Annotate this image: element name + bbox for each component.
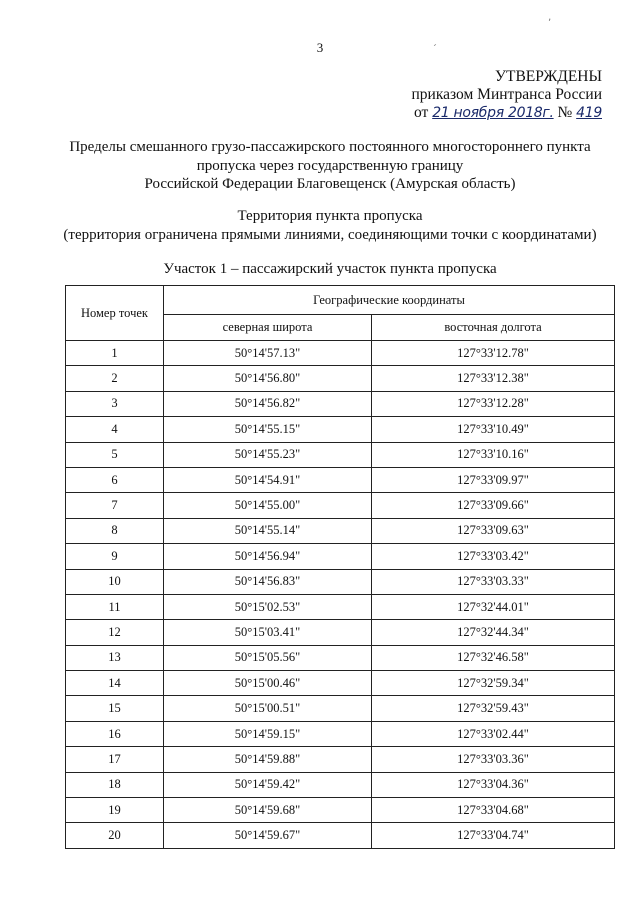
header-geo-coordinates: Географические координаты	[164, 286, 615, 315]
point-number-cell: 16	[66, 721, 164, 746]
latitude-cell: 50°14'56.94"	[164, 544, 372, 569]
header-point-number: Номер точек	[66, 286, 164, 341]
table-row	[66, 671, 615, 696]
coordinates-table	[65, 285, 615, 849]
table-row	[66, 366, 615, 391]
point-number-cell: 4	[66, 417, 164, 442]
longitude-cell: 127°32'59.34"	[372, 671, 615, 696]
latitude-cell: 50°15'05.56"	[164, 645, 372, 670]
title-line-1: Пределы смешанного грузо-пассажирского постоянного многостороннего пункта	[69, 139, 591, 155]
handwritten-number: 419	[576, 105, 602, 121]
table-row	[66, 442, 615, 467]
title-line-2: пропуска через государственную границу	[196, 157, 464, 174]
header-longitude: восточная долгота	[372, 315, 615, 341]
point-number-cell: 10	[66, 569, 164, 594]
longitude-cell: 127°33'03.33"	[372, 569, 615, 594]
latitude-cell: 50°14'55.14"	[164, 518, 372, 543]
point-number-cell: 15	[66, 696, 164, 721]
title-line-3: Российской Федерации Благовещенск (Амурская область)	[144, 176, 516, 192]
latitude-cell: 50°14'59.42"	[164, 772, 372, 797]
longitude-cell: 127°33'10.49"	[372, 417, 615, 442]
approval-number-label: №	[557, 104, 573, 121]
point-number-cell: 11	[66, 594, 164, 619]
latitude-cell: 50°14'59.88"	[164, 747, 372, 772]
latitude-cell: 50°15'00.46"	[164, 671, 372, 696]
point-number-cell: 20	[66, 823, 164, 848]
point-number-cell: 18	[66, 772, 164, 797]
page-number: 3	[316, 40, 324, 55]
approval-date-line	[412, 104, 603, 122]
longitude-cell: 127°33'04.74"	[372, 823, 615, 848]
latitude-cell: 50°14'56.82"	[164, 391, 372, 416]
section-title: Участок 1 – пассажирский участок пункта пропуска	[163, 261, 497, 277]
point-number-cell: 17	[66, 747, 164, 772]
subtitle-line-1: Территория пункта пропуска	[237, 208, 423, 224]
point-number-cell: 14	[66, 671, 164, 696]
longitude-cell: 127°33'09.66"	[372, 493, 615, 518]
latitude-cell: 50°14'59.67"	[164, 823, 372, 848]
point-number-cell: 3	[66, 391, 164, 416]
longitude-cell: 127°32'44.01"	[372, 594, 615, 619]
point-number-cell: 13	[66, 645, 164, 670]
longitude-cell: 127°33'12.78"	[372, 341, 615, 366]
table-row	[66, 518, 615, 543]
point-number-cell: 12	[66, 620, 164, 645]
latitude-cell: 50°15'03.41"	[164, 620, 372, 645]
table-row	[66, 823, 615, 848]
longitude-cell: 127°33'09.97"	[372, 467, 615, 492]
latitude-cell: 50°14'57.13"	[164, 341, 372, 366]
point-number-cell: 7	[66, 493, 164, 518]
longitude-cell: 127°33'09.63"	[372, 518, 615, 543]
approval-stamp-block	[412, 68, 603, 122]
latitude-cell: 50°14'54.91"	[164, 467, 372, 492]
table-row	[66, 467, 615, 492]
handwritten-date: 21 ноября 2018г.	[432, 105, 554, 121]
header-latitude: северная широта	[164, 315, 372, 341]
table-row	[66, 594, 615, 619]
longitude-cell: 127°33'12.38"	[372, 366, 615, 391]
scan-speck: ´	[432, 44, 437, 55]
table-body	[66, 341, 615, 849]
longitude-cell: 127°33'02.44"	[372, 721, 615, 746]
table-row	[66, 721, 615, 746]
table-row	[66, 569, 615, 594]
approval-from-label: от	[413, 104, 429, 121]
latitude-cell: 50°14'56.83"	[164, 569, 372, 594]
latitude-cell: 50°15'02.53"	[164, 594, 372, 619]
latitude-cell: 50°15'00.51"	[164, 696, 372, 721]
approval-order-line: приказом Минтранса России	[411, 86, 602, 103]
table-row	[66, 544, 615, 569]
table-row	[66, 772, 615, 797]
point-number-cell: 2	[66, 366, 164, 391]
longitude-cell: 127°33'04.68"	[372, 798, 615, 823]
document-subtitle	[30, 207, 630, 244]
table-row	[66, 341, 615, 366]
subtitle-line-2: (территория ограничена прямыми линиями, соединяющими точки с координатами)	[63, 226, 597, 243]
table-row	[66, 798, 615, 823]
point-number-cell: 6	[66, 467, 164, 492]
latitude-cell: 50°14'55.15"	[164, 417, 372, 442]
table-row	[66, 696, 615, 721]
point-number-cell: 1	[66, 341, 164, 366]
point-number-cell: 9	[66, 544, 164, 569]
scan-speck: ‚	[548, 12, 552, 23]
approval-heading: УТВЕРЖДЕНЫ	[495, 68, 602, 85]
table-row	[66, 391, 615, 416]
document-title	[40, 138, 620, 194]
latitude-cell: 50°14'59.15"	[164, 721, 372, 746]
longitude-cell: 127°33'03.36"	[372, 747, 615, 772]
longitude-cell: 127°32'44.34"	[372, 620, 615, 645]
latitude-cell: 50°14'55.23"	[164, 442, 372, 467]
latitude-cell: 50°14'55.00"	[164, 493, 372, 518]
latitude-cell: 50°14'59.68"	[164, 798, 372, 823]
table-row	[66, 747, 615, 772]
table-row	[66, 645, 615, 670]
longitude-cell: 127°32'59.43"	[372, 696, 615, 721]
table-row	[66, 493, 615, 518]
longitude-cell: 127°33'10.16"	[372, 442, 615, 467]
point-number-cell: 8	[66, 518, 164, 543]
point-number-cell: 19	[66, 798, 164, 823]
point-number-cell: 5	[66, 442, 164, 467]
table-row	[66, 417, 615, 442]
longitude-cell: 127°33'12.28"	[372, 391, 615, 416]
table-row	[66, 620, 615, 645]
longitude-cell: 127°32'46.58"	[372, 645, 615, 670]
longitude-cell: 127°33'03.42"	[372, 544, 615, 569]
latitude-cell: 50°14'56.80"	[164, 366, 372, 391]
longitude-cell: 127°33'04.36"	[372, 772, 615, 797]
